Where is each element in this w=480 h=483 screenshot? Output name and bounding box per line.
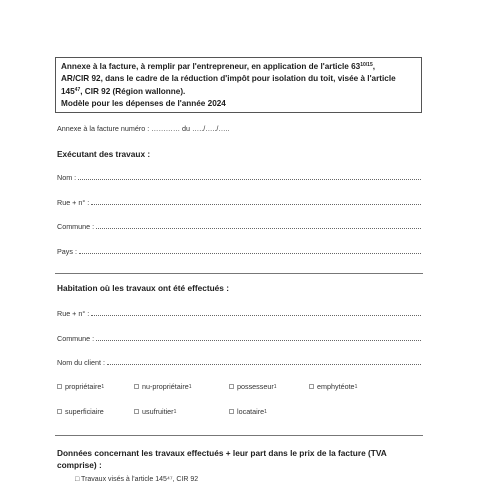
field-label: Commune : — [57, 222, 95, 231]
option-emphyteote[interactable]: emphytéote 1 — [309, 382, 357, 391]
field-label: Commune : — [57, 334, 95, 343]
dwelling-section-title: Habitation où les travaux ont été effectués : — [57, 283, 229, 293]
contractor-commune-field[interactable] — [57, 221, 421, 231]
checkbox[interactable] — [134, 384, 139, 389]
option-possesseur[interactable]: possesseur 1 — [229, 382, 277, 391]
field-label: Nom du client : — [57, 358, 105, 367]
option-usufruitier[interactable]: usufruitier 1 — [134, 407, 176, 416]
field-label: Rue + n° : — [57, 309, 90, 318]
dotted-line[interactable] — [79, 246, 421, 254]
section-divider — [55, 435, 423, 436]
dotted-line[interactable] — [91, 197, 421, 205]
dotted-line[interactable] — [96, 221, 421, 229]
checkbox[interactable] — [57, 384, 62, 389]
section-divider — [55, 273, 423, 274]
contractor-street-field[interactable] — [57, 197, 421, 207]
header-line-3: $145^{47}$, CIR 92 (Région wallonne). — [61, 86, 186, 96]
client-name-field[interactable] — [57, 357, 421, 367]
option-proprietaire[interactable]: propriétaire 1 — [57, 382, 104, 391]
dotted-line[interactable] — [96, 333, 421, 341]
dwelling-commune-field[interactable] — [57, 333, 421, 343]
option-locataire[interactable]: locataire 1 — [229, 407, 267, 416]
contractor-name-field[interactable] — [57, 172, 421, 182]
option-nu-proprietaire[interactable]: nu-propriétaire 1 — [134, 382, 192, 391]
contractor-section-title: Exécutant des travaux : — [57, 149, 151, 159]
works-option-cut: □ Travaux visés à l'article 145⁴⁷, CIR 92 — [75, 476, 199, 483]
header-line-1: Annexe à la facture, à remplir par l'entrepreneur, en application de l'article $63^{10/15}$, — [61, 62, 376, 71]
checkbox[interactable] — [57, 409, 62, 414]
dotted-line[interactable] — [91, 308, 421, 316]
header-line-2: AR/CIR 92, dans le cadre de la réduction d'impôt pour isolation du toit, visée à l'article — [61, 74, 396, 84]
option-superficiaire[interactable]: superficiaire — [57, 407, 104, 416]
header-line-4: Modèle pour les dépenses de l'année 2024 — [61, 99, 226, 109]
checkbox[interactable] — [229, 384, 234, 389]
field-label: Rue + n° : — [57, 198, 90, 207]
checkbox[interactable] — [229, 409, 234, 414]
dwelling-street-field[interactable] — [57, 308, 421, 318]
works-section-title: Données concernant les travaux effectués + leur part dans le prix de la facture (TVA comprise) : — [57, 448, 387, 471]
contractor-country-field[interactable] — [57, 246, 421, 256]
header-box — [55, 57, 422, 113]
dotted-line[interactable] — [107, 357, 421, 365]
field-label: Pays : — [57, 247, 77, 256]
checkbox[interactable] — [134, 409, 139, 414]
field-label: Nom : — [57, 173, 77, 182]
dotted-line[interactable] — [78, 172, 421, 180]
invoice-reference: Annexe à la facture numéro : ………… du …../…../….. — [57, 124, 230, 133]
checkbox[interactable] — [309, 384, 314, 389]
